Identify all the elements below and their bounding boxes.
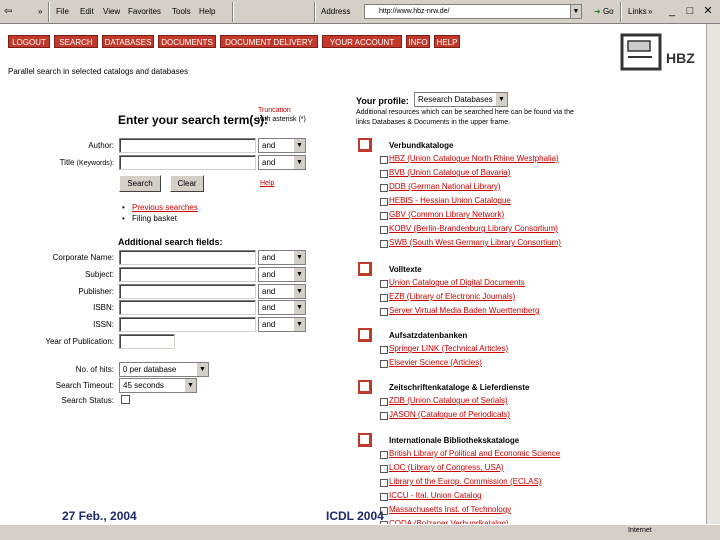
author-operator-value: and: [262, 141, 276, 150]
group-title: Internationale Bibliothekskataloge: [389, 436, 520, 445]
database-checkbox[interactable]: [380, 360, 388, 368]
database-checkbox[interactable]: [380, 212, 388, 220]
filing-basket-link[interactable]: Filing basket: [132, 214, 177, 223]
publisher-operator-select[interactable]: [258, 284, 306, 299]
menu-help[interactable]: Help: [199, 7, 216, 16]
nav-document-delivery[interactable]: DOCUMENT DELIVERY: [220, 35, 318, 48]
database-item: [389, 358, 482, 367]
database-item: [389, 196, 511, 205]
database-link[interactable]: DDB (German National Library): [389, 182, 501, 191]
corporate-operator-select[interactable]: [258, 250, 306, 265]
author-label: Author:: [88, 141, 114, 150]
timeout-label: Search Timeout:: [55, 381, 114, 390]
nav-databases[interactable]: DATABASES: [102, 35, 154, 48]
chevron-down-icon: ▼: [293, 285, 305, 298]
database-item: [389, 491, 481, 500]
database-checkbox[interactable]: [380, 294, 388, 302]
search-status-label: Search Status:: [61, 396, 114, 405]
toolbar-separator: [620, 2, 622, 22]
chevron-down-icon: ▼: [196, 363, 208, 376]
database-link[interactable]: GBV (Common Library Network): [389, 210, 505, 219]
vertical-scrollbar[interactable]: [706, 24, 720, 524]
corporate-operator-value: and: [262, 253, 276, 262]
database-item: [389, 182, 501, 191]
group-title: Volltexte: [389, 265, 422, 274]
profile-note: Additional resources which can be searched here can be found via the links Databases & Documents in the upper frame.: [356, 109, 574, 126]
menu-view[interactable]: View: [103, 7, 121, 16]
database-checkbox[interactable]: [380, 198, 388, 206]
isbn-operator-select[interactable]: [258, 300, 306, 315]
corporate-name-input[interactable]: [119, 250, 256, 265]
footer-conference: ICDL 2004: [326, 509, 384, 523]
chevron-down-icon: ▼: [293, 156, 305, 169]
additional-fields-heading: Additional search fields:: [118, 237, 223, 247]
database-link[interactable]: Server Virtual Media Baden Wuerttemberg: [389, 306, 540, 315]
database-checkbox[interactable]: [380, 346, 388, 354]
database-checkbox[interactable]: [380, 451, 388, 459]
bullet-icon: •: [122, 203, 125, 212]
database-item: [389, 224, 558, 233]
address-value: http://www.hbz-nrw.de/: [379, 8, 450, 15]
truncation-hint: with asterisk (*): [258, 116, 306, 123]
chevron-down-icon: ▼: [293, 251, 305, 264]
nav-documents[interactable]: DOCUMENTS: [158, 35, 216, 48]
chevron-down-icon: ▼: [293, 318, 305, 331]
database-item: [389, 410, 510, 419]
toolbar-separator: [314, 2, 316, 22]
database-item: [389, 344, 508, 353]
database-item: [389, 278, 525, 287]
database-link[interactable]: BVB (Union Catalogue of Bavaria): [389, 168, 511, 177]
clear-button[interactable]: Clear: [170, 175, 204, 192]
group-select-all[interactable]: [358, 433, 372, 447]
database-checkbox[interactable]: [380, 465, 388, 473]
hbz-logo-text: HBZ: [666, 50, 695, 66]
address-input[interactable]: [364, 4, 582, 19]
database-link[interactable]: JASON (Catalogue of Periodicals): [389, 410, 510, 419]
isbn-input[interactable]: [119, 300, 256, 315]
profile-label: Your profile:: [356, 96, 409, 106]
back-icon[interactable]: ⇦: [4, 6, 13, 17]
group-select-all[interactable]: [358, 380, 372, 394]
address-label: Address: [321, 7, 351, 16]
database-item: [389, 168, 510, 177]
minimize-icon[interactable]: _: [668, 5, 676, 17]
database-link[interactable]: EZB (Library of Electronic Journals): [389, 292, 516, 301]
database-checkbox[interactable]: [380, 226, 388, 234]
group-checkbox[interactable]: [360, 435, 369, 444]
group-select-all[interactable]: [358, 262, 372, 276]
hits-value: 0 per database: [123, 365, 177, 374]
database-item: [389, 306, 539, 315]
title-input[interactable]: [119, 155, 256, 170]
group-checkbox[interactable]: [360, 140, 369, 149]
search-heading: Enter your search term(s):: [118, 113, 269, 127]
browser-toolbar: [0, 0, 720, 24]
search-button[interactable]: Search: [119, 175, 161, 192]
title-operator-select[interactable]: [258, 155, 306, 170]
database-checkbox[interactable]: [380, 493, 388, 501]
author-operator-select[interactable]: [258, 138, 306, 153]
database-checkbox[interactable]: [380, 170, 388, 178]
publisher-operator-value: and: [262, 287, 276, 296]
database-checkbox[interactable]: [380, 280, 388, 288]
menu-tools[interactable]: Tools: [172, 7, 191, 16]
database-link[interactable]: Elsevier Science (Articles): [389, 358, 482, 367]
issn-input[interactable]: [119, 317, 256, 332]
database-checkbox[interactable]: [380, 398, 388, 406]
footer-date: 27 Feb., 2004: [62, 509, 137, 523]
database-item: [389, 210, 504, 219]
database-checkbox[interactable]: [380, 184, 388, 192]
database-item: [389, 292, 515, 301]
subject-label: Subject:: [85, 270, 114, 279]
close-icon[interactable]: ✕: [703, 5, 713, 17]
issn-label: ISSN:: [93, 320, 114, 329]
database-checkbox[interactable]: [380, 240, 388, 248]
timeout-select[interactable]: [119, 378, 197, 393]
hits-select[interactable]: [119, 362, 209, 377]
nav-your-account[interactable]: YOUR ACCOUNT: [322, 35, 402, 48]
search-status-checkbox[interactable]: [121, 395, 130, 404]
publisher-input[interactable]: [119, 284, 256, 299]
chevron-down-icon: ▼: [293, 301, 305, 314]
database-item: [389, 396, 508, 405]
help-link[interactable]: Help: [260, 180, 275, 187]
publisher-label: Publisher:: [78, 287, 114, 296]
database-link[interactable]: Springer LINK (Technical Articles): [389, 344, 509, 353]
go-label: Go: [602, 7, 614, 16]
database-checkbox[interactable]: [380, 412, 388, 420]
title-label: [14, 158, 114, 167]
isbn-operator-value: and: [262, 303, 276, 312]
database-link[interactable]: British Library of Political and Economic Science: [389, 449, 561, 458]
group-checkbox[interactable]: [360, 330, 369, 339]
go-arrow-icon: ➜: [594, 7, 601, 16]
profile-select[interactable]: [414, 92, 508, 107]
corporate-name-label: Corporate Name:: [52, 253, 114, 262]
menu-favorites[interactable]: Favorites: [128, 7, 161, 16]
address-dropdown-icon[interactable]: ▼: [570, 5, 581, 18]
nav-info[interactable]: INFO: [406, 35, 430, 48]
database-link[interactable]: LOC (Library of Congress, USA): [389, 463, 504, 472]
database-item: [389, 154, 559, 163]
toolbar-separator: [48, 2, 50, 22]
group-select-all[interactable]: [358, 328, 372, 342]
toolbar-separator: [232, 2, 234, 22]
hits-label: No. of hits:: [75, 365, 114, 374]
year-input[interactable]: [119, 334, 175, 349]
database-item: [389, 477, 542, 486]
database-checkbox[interactable]: [380, 479, 388, 487]
subject-input[interactable]: [119, 267, 256, 282]
toolbar-overflow[interactable]: »: [38, 7, 43, 16]
chevron-down-icon: ▼: [495, 93, 507, 106]
issn-operator-select[interactable]: [258, 317, 306, 332]
go-button[interactable]: [594, 4, 614, 20]
author-input[interactable]: [119, 138, 256, 153]
previous-searches-link[interactable]: Previous searches: [132, 203, 198, 212]
profile-value: Research Databases: [418, 95, 493, 104]
group-title: Aufsatzdatenbanken: [389, 331, 468, 340]
links-overflow[interactable]: »: [648, 7, 653, 16]
group-title: Zeitschriftenkataloge & Lieferdienste: [389, 383, 530, 392]
database-link[interactable]: HBZ (Union Catalogue North Rhine Westphalia): [389, 154, 559, 163]
database-item: [389, 238, 561, 247]
links-label[interactable]: Links: [628, 7, 647, 16]
status-bar: [0, 524, 720, 540]
subject-operator-value: and: [262, 270, 276, 279]
page-subtitle: Parallel search in selected catalogs and databases: [8, 67, 189, 76]
database-link[interactable]: Massachusetts Inst. of Technology: [389, 505, 512, 514]
title-operator-value: and: [262, 158, 276, 167]
database-link[interactable]: SWB (South West Germany Library Consortium): [389, 238, 561, 247]
chevron-down-icon: ▼: [293, 139, 305, 152]
database-item: [389, 463, 504, 472]
truncation-note: [258, 106, 306, 124]
title-label-hint: (Keywords):: [76, 160, 114, 167]
group-checkbox[interactable]: [360, 264, 369, 273]
timeout-value: 45 seconds: [123, 381, 164, 390]
database-link[interactable]: ICCU - Ital. Union Catalog: [389, 491, 482, 500]
title-label-text: Title: [59, 158, 75, 167]
group-checkbox[interactable]: [360, 382, 369, 391]
nav-search[interactable]: SEARCH: [54, 35, 98, 48]
issn-operator-value: and: [262, 320, 276, 329]
database-item: [389, 505, 511, 514]
bullet-icon: •: [122, 214, 125, 223]
year-label: Year of Publication:: [45, 337, 114, 346]
internet-zone: Internet: [628, 527, 652, 534]
database-link[interactable]: HEBIS - Hessian Union Catalogue: [389, 196, 511, 205]
database-checkbox[interactable]: [380, 308, 388, 316]
database-item: [389, 449, 560, 458]
nav-logout[interactable]: LOGOUT: [8, 35, 50, 48]
database-link[interactable]: Library of the Europ. Commission (ECLAS): [389, 477, 542, 486]
isbn-label: ISBN:: [93, 303, 114, 312]
group-select-all[interactable]: [358, 138, 372, 152]
database-link[interactable]: KOBV (Berlin-Brandenburg Library Consortium): [389, 224, 558, 233]
menu-file[interactable]: File: [56, 7, 69, 16]
filing-basket-item: [122, 214, 177, 223]
nav-help[interactable]: HELP: [434, 35, 460, 48]
database-link[interactable]: ZDB (Union Catalogue of Serials): [389, 396, 508, 405]
chevron-down-icon: ▼: [184, 379, 196, 392]
database-link[interactable]: Union Catalogue of Digital Documents: [389, 278, 525, 287]
chevron-down-icon: ▼: [293, 268, 305, 281]
menu-edit[interactable]: Edit: [80, 7, 94, 16]
subject-operator-select[interactable]: [258, 267, 306, 282]
previous-searches-item: [122, 203, 198, 212]
database-checkbox[interactable]: [380, 156, 388, 164]
truncation-label: Truncation: [258, 107, 291, 114]
group-title: Verbundkataloge: [389, 141, 454, 150]
maximize-icon[interactable]: □: [686, 5, 694, 17]
